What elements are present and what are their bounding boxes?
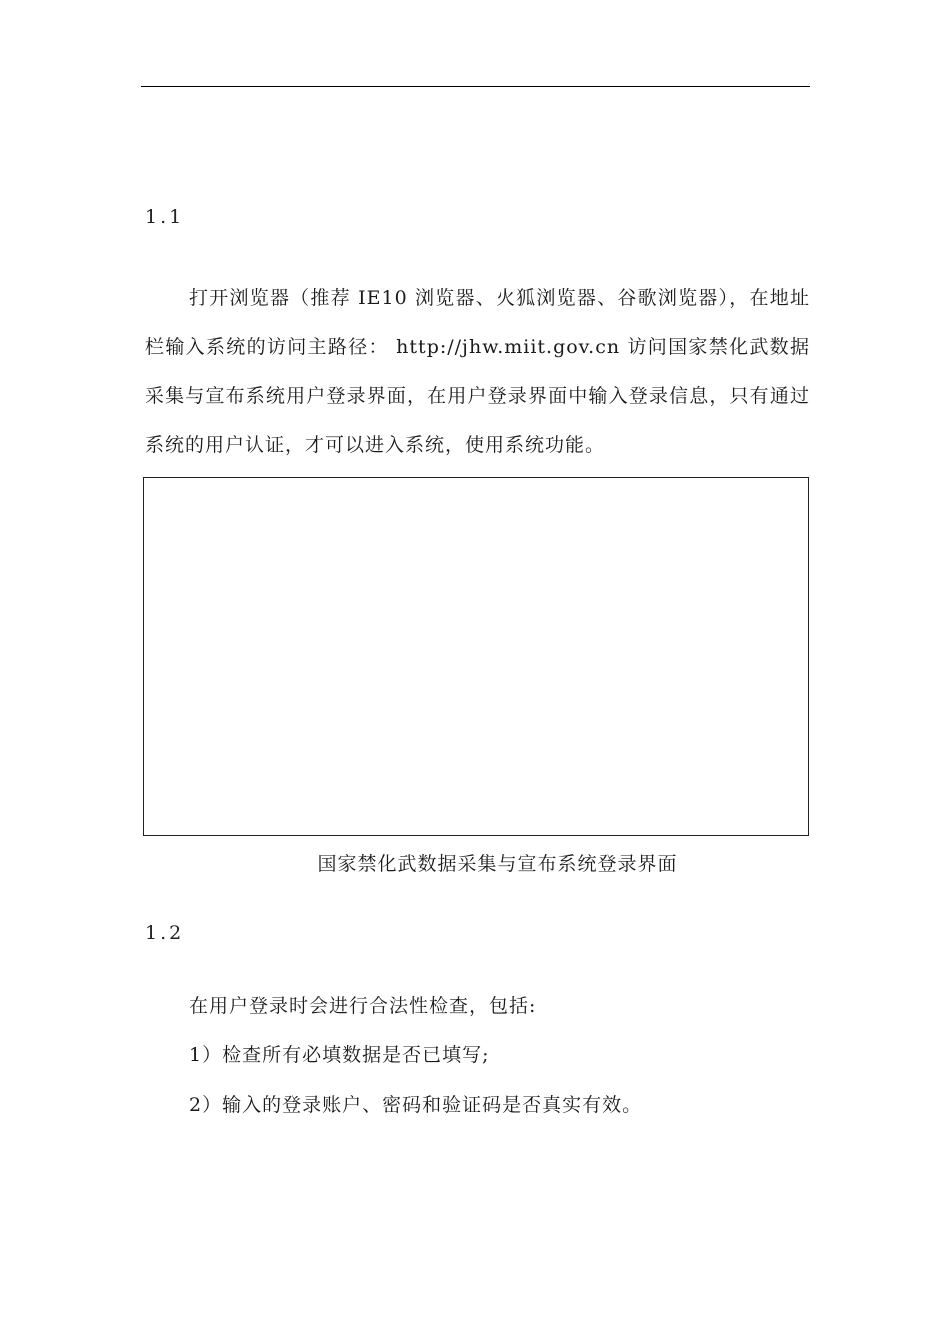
validation-item-1: 1）检查所有必填数据是否已填写; [189,1044,490,1066]
login-instructions-paragraph: 打开浏览器（推荐 IE10 浏览器、火狐浏览器、谷歌浏览器），在地址栏输入系统的访问主路径： http://jhw.miit.gov.cn 访问国家禁化武数据采集与宣布系统用户登录界面，在用户登录界面中输入登录信息，只有通过系统的用户认证，才可以进入系统，使用系统功能。 [145,287,810,456]
login-screen-figure-placeholder [143,477,809,836]
figure-caption: 国家禁化武数据采集与宣布系统登录界面 [317,853,678,875]
section-heading-1-1: 1.1 [145,206,185,228]
section-heading-1-2: 1.2 [145,922,185,944]
validation-item-2: 2）输入的登录账户、密码和验证码是否真实有效。 [189,1094,643,1116]
validation-intro: 在用户登录时会进行合法性检查，包括: [189,995,537,1017]
header-rule [141,86,810,87]
